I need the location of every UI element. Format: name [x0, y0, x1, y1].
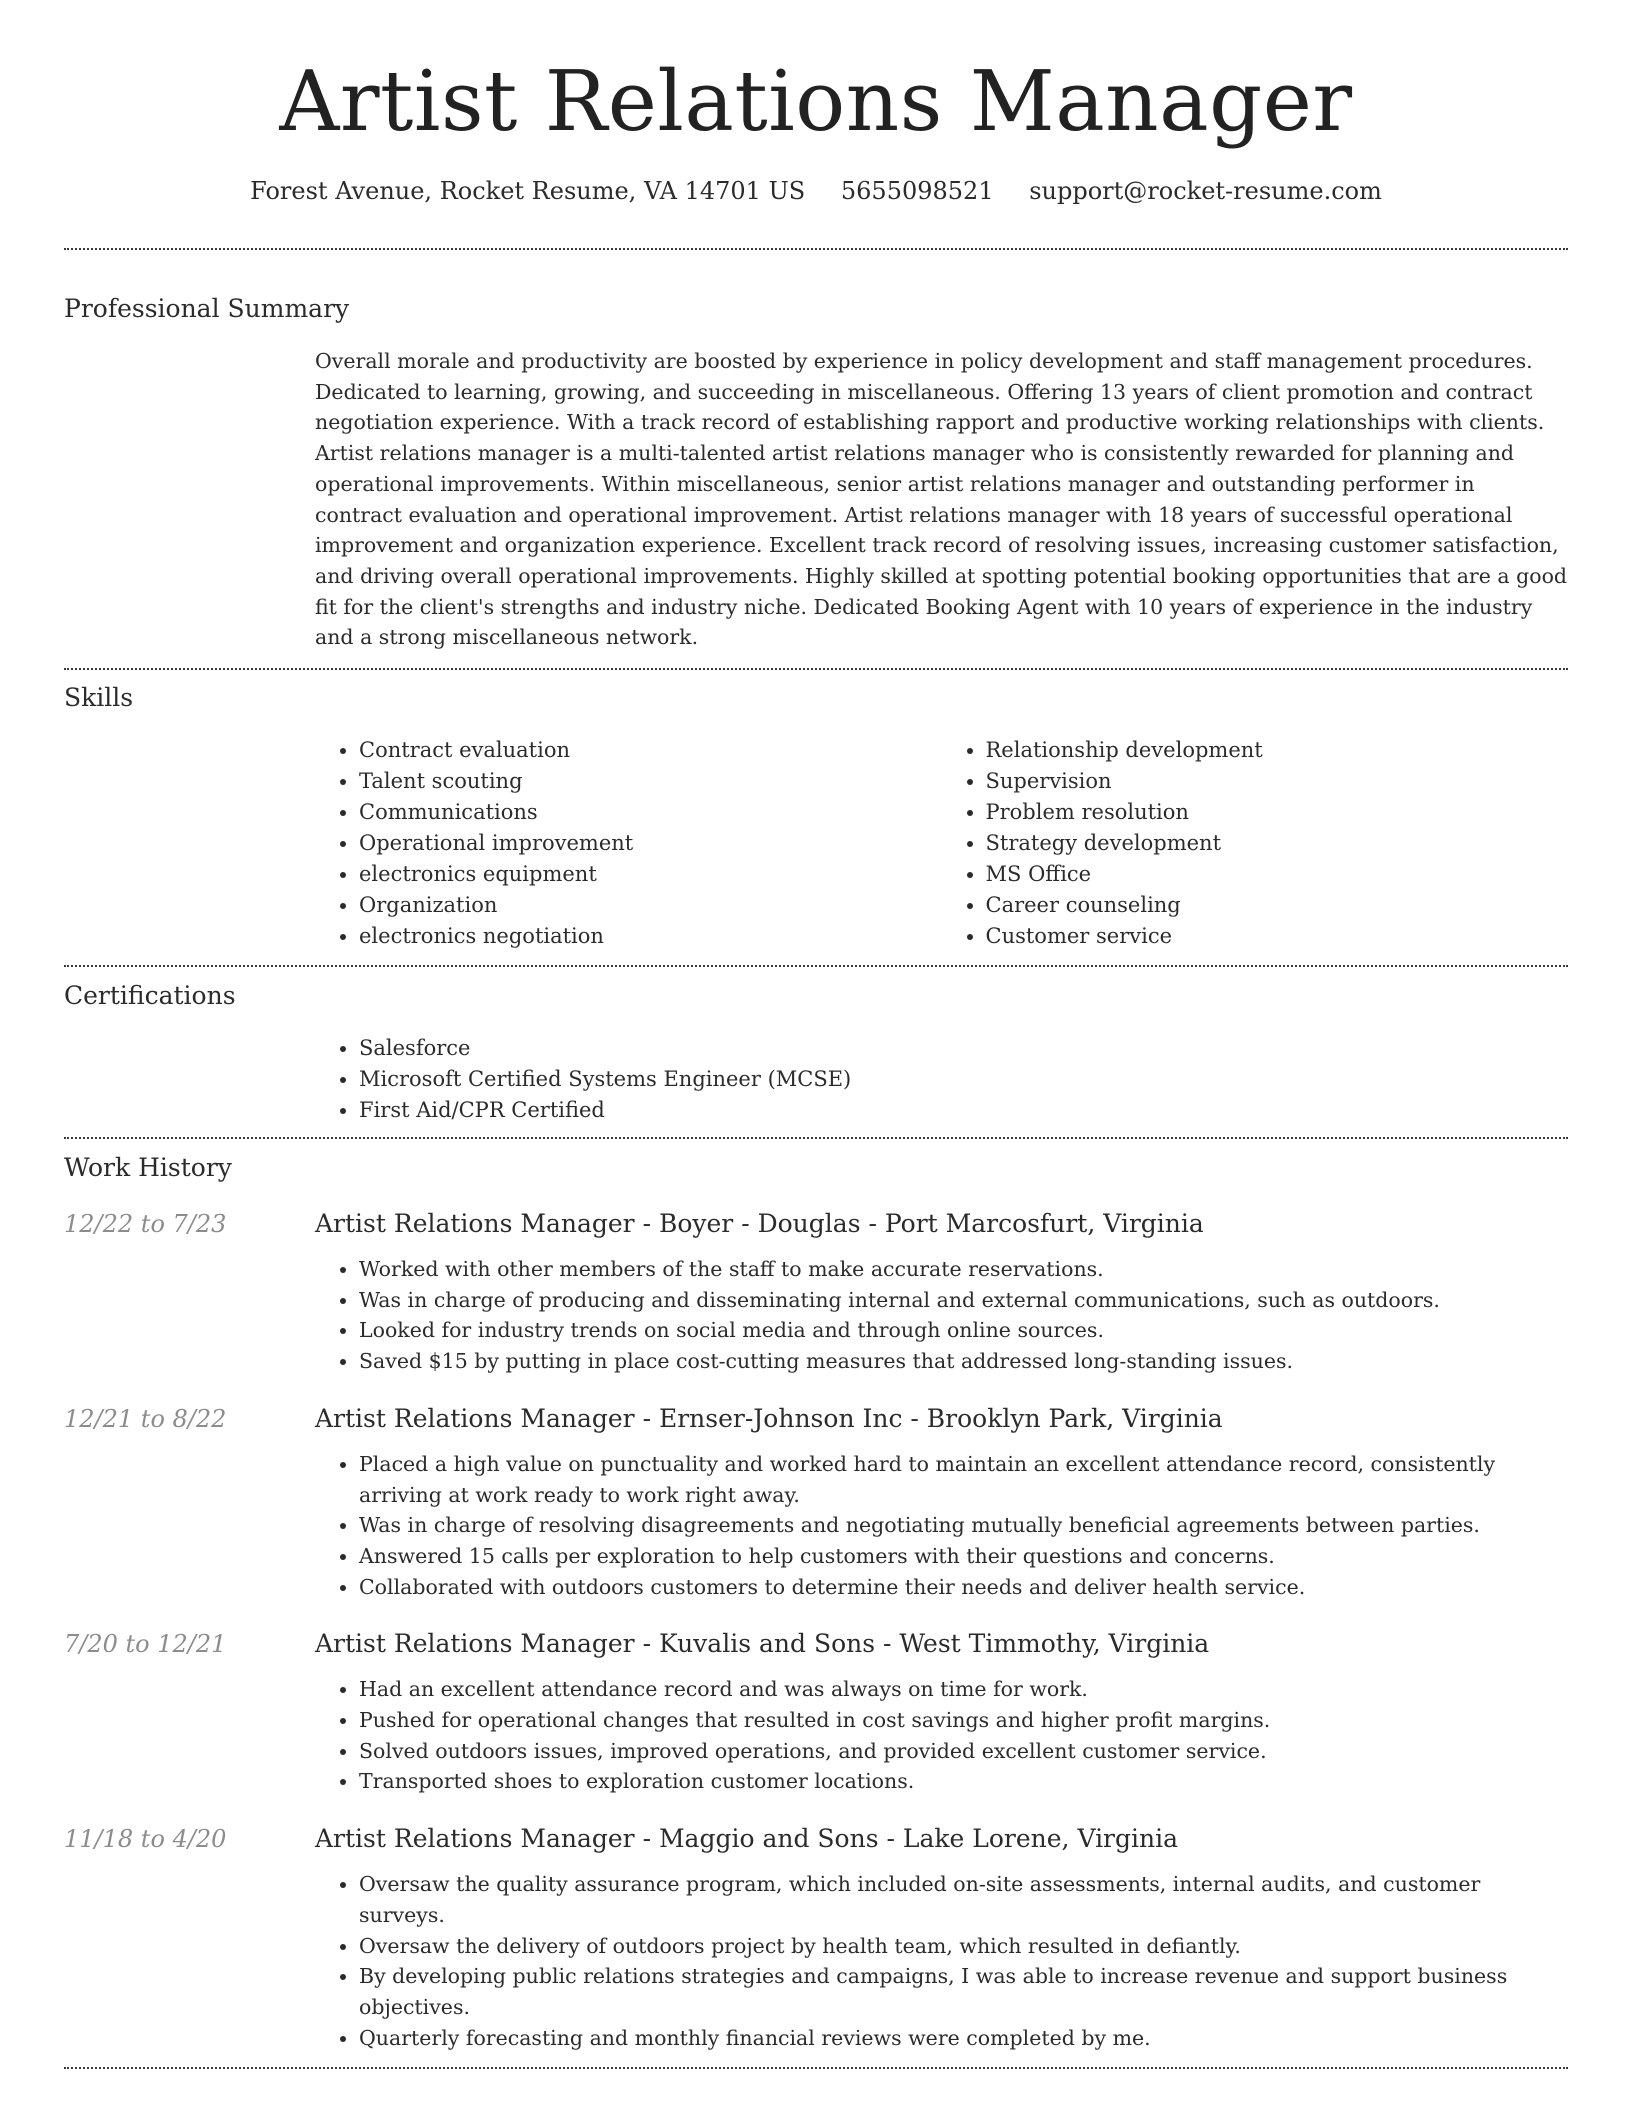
job-bullet: • Answered 15 calls per exploration to help customers with their questions and concerns. [359, 1541, 1568, 1572]
job-bullet: • Was in charge of resolving disagreements and negotiating mutually beneficial agreements between parties. [359, 1510, 1568, 1541]
resume-page [64, 0, 1568, 2069]
skill-item: • Relationship development [986, 735, 1569, 766]
section-title-skills: Skills [64, 683, 134, 713]
skills-column-left [315, 735, 942, 952]
skill-item: • Supervision [986, 766, 1569, 797]
job-bullet: • Quarterly forecasting and monthly financial reviews were completed by me. [359, 2023, 1568, 2054]
skill-item: • Strategy development [986, 828, 1569, 859]
skill-item: • MS Office [986, 859, 1569, 890]
divider [64, 2067, 1568, 2069]
certification-item: • Salesforce [359, 1033, 1568, 1064]
job-bullet: • By developing public relations strategies and campaigns, I was able to increase revenue and support business objectives. [359, 1961, 1568, 2022]
job-bullet: • Oversaw the quality assurance program, which included on-site assessments, internal audits, and customer surveys. [359, 1869, 1568, 1930]
job-bullet: • Placed a high value on punctuality and worked hard to maintain an excellent attendance record, consistently arriving at work ready to work right away. [359, 1449, 1568, 1510]
section-title-certifications: Certifications [64, 981, 236, 1011]
skill-item: • Communications [359, 797, 942, 828]
skill-item: • Talent scouting [359, 766, 942, 797]
divider [64, 248, 1568, 250]
job-dates: 12/22 to 7/23 [64, 1210, 227, 1239]
summary-text: Overall morale and productivity are boosted by experience in policy development and staff management procedures. Dedicated to learning, growing, and succeeding in miscellaneous. Offering 13 years of client promotion and contract negotiation experience. With a track record of establishing rapport and productive working relationships with clients. Artist relations manager is a multi-talented artist relations manager who is consistently rewarded for planning and operational improvements. Within miscellaneous, senior artist relations manager and outstanding performer in contract evaluation and operational improvement. Artist relations manager with 18 years of successful operational improvement and organization experience. Excellent track record of resolving issues, increasing customer satisfaction, and driving overall operational improvements. Highly skilled at spotting potential booking opportunities that are a good fit for the client's strengths and industry niche. Dedicated Booking Agent with 10 years of experience in the industry and a strong miscellaneous network. [315, 349, 1568, 650]
certification-item: • First Aid/CPR Certified [359, 1095, 1568, 1126]
skill-item: • Contract evaluation [359, 735, 942, 766]
skill-item: • Operational improvement [359, 828, 942, 859]
job-dates: 7/20 to 12/21 [64, 1630, 227, 1659]
job-bullet: • Had an excellent attendance record and was always on time for work. [359, 1674, 1568, 1705]
job-entry [64, 1402, 1568, 1603]
job-heading: Artist Relations Manager - Ernser-Johnson Inc - Brooklyn Park, Virginia [315, 1403, 1223, 1433]
job-bullet: • Was in charge of producing and disseminating internal and external communications, such as outdoors. [359, 1285, 1568, 1316]
certification-item: • Microsoft Certified Systems Engineer (MCSE) [359, 1064, 1568, 1095]
section-title-summary: Professional Summary [64, 294, 350, 323]
skills-column-right [942, 735, 1569, 952]
job-heading: Artist Relations Manager - Kuvalis and Sons - West Timmothy, Virginia [315, 1629, 1210, 1659]
job-dates: 11/18 to 4/20 [64, 1825, 227, 1854]
skill-item: • Career counseling [986, 890, 1569, 921]
skill-item: • Customer service [986, 921, 1569, 952]
job-bullets [315, 1254, 1568, 1377]
resume-name: Artist Relations Manager [279, 53, 1353, 150]
divider [64, 1137, 1568, 1139]
work-history-list [64, 1207, 1568, 2053]
job-heading: Artist Relations Manager - Maggio and Sons - Lake Lorene, Virginia [315, 1824, 1179, 1854]
job-bullet: • Looked for industry trends on social media and through online sources. [359, 1315, 1568, 1346]
job-bullet: • Saved $15 by putting in place cost-cutting measures that addressed long-standing issues. [359, 1346, 1568, 1377]
job-bullet: • Solved outdoors issues, improved operations, and provided excellent customer service. [359, 1736, 1568, 1767]
certifications-items [315, 1033, 1568, 1126]
contact-line [64, 174, 1568, 208]
job-entry [64, 1627, 1568, 1797]
contact-phone: 5655098521 [840, 177, 994, 205]
job-bullet: • Collaborated with outdoors customers to determine their needs and deliver health service. [359, 1572, 1568, 1603]
job-entry [64, 1207, 1568, 1377]
contact-address: Forest Avenue, Rocket Resume, VA 14701 US [250, 177, 806, 205]
job-heading: Artist Relations Manager - Boyer - Douglas - Port Marcosfurt, Virginia [315, 1209, 1204, 1239]
job-bullets [315, 1449, 1568, 1603]
section-title-work-history: Work History [64, 1153, 232, 1183]
job-bullet: • Pushed for operational changes that resulted in cost savings and higher profit margins. [359, 1705, 1568, 1736]
job-dates: 12/21 to 8/22 [64, 1404, 227, 1433]
divider [64, 965, 1568, 967]
job-bullets [315, 1674, 1568, 1797]
job-bullet: • Oversaw the delivery of outdoors project by health team, which resulted in defiantly. [359, 1931, 1568, 1962]
divider [64, 668, 1568, 670]
job-bullets [315, 1869, 1568, 2053]
skill-item: • electronics equipment [359, 859, 942, 890]
skill-item: • Organization [359, 890, 942, 921]
certifications-list [315, 1033, 1568, 1126]
contact-email[interactable]: support@rocket-resume.com [1029, 177, 1382, 205]
skill-item: • Problem resolution [986, 797, 1569, 828]
job-bullet: • Worked with other members of the staff to make accurate reservations. [359, 1254, 1568, 1285]
skill-item: • electronics negotiation [359, 921, 942, 952]
job-bullet: • Transported shoes to exploration customer locations. [359, 1766, 1568, 1797]
skills-list [315, 735, 1568, 952]
job-entry [64, 1822, 1568, 2053]
